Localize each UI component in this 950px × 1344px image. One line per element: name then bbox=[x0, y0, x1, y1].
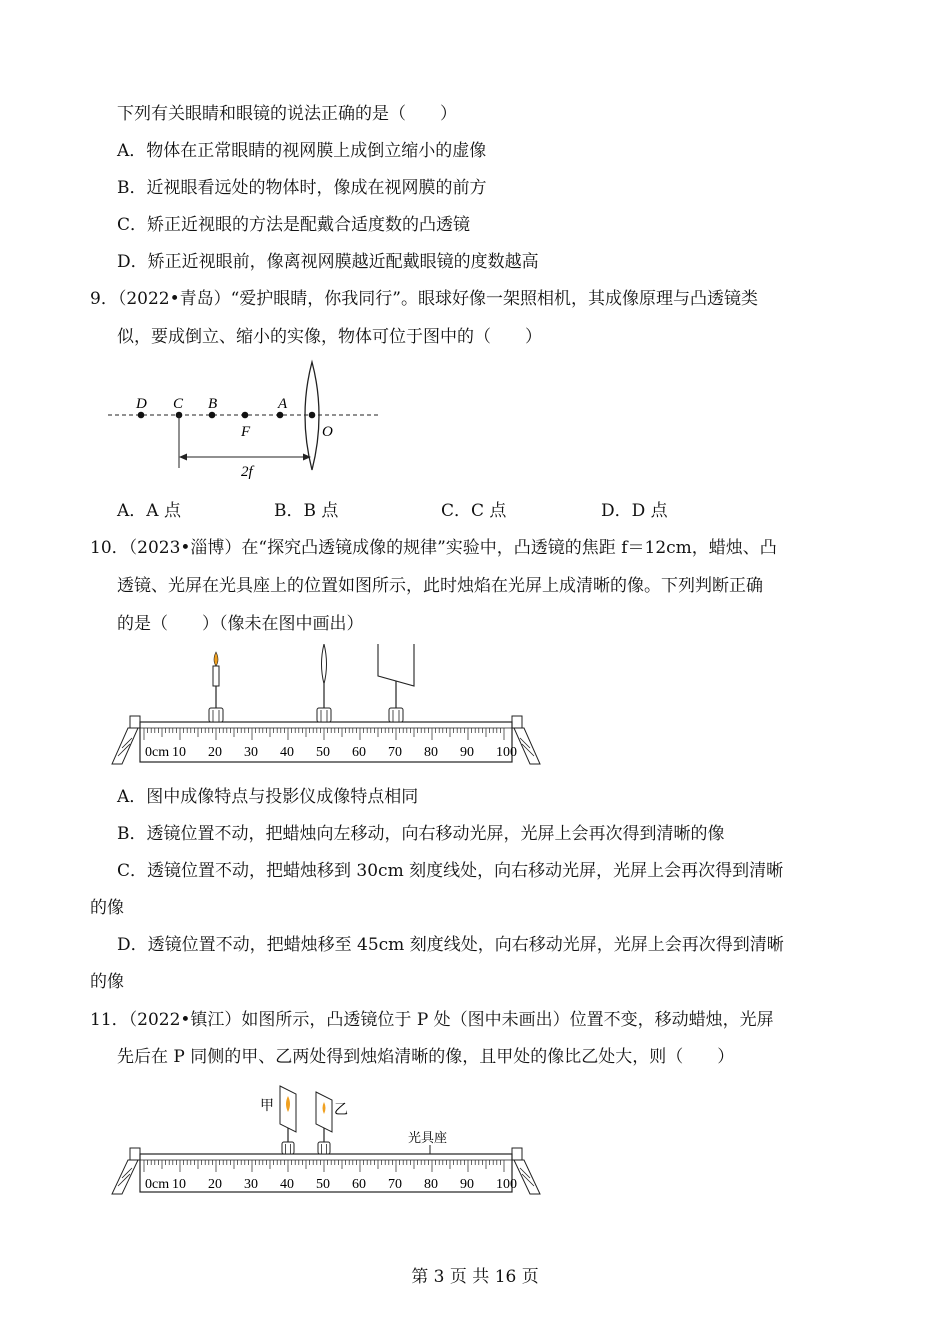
screen-board bbox=[378, 644, 414, 686]
scale-label: 40 bbox=[280, 745, 294, 760]
q9-stem-line1: 9．（2022•青岛）“爱护眼睛，你我同行”。眼球好像一架照相机，其成像原理与凸透镜类 bbox=[90, 289, 758, 309]
screen-yi bbox=[316, 1092, 348, 1154]
candle-body bbox=[213, 666, 219, 686]
q11-stem-line1: 11．（2022•镇江）如图所示，凸透镜位于 P 处（图中未画出）位置不变，移动蜡烛，光屏 bbox=[90, 1010, 774, 1030]
point-f bbox=[242, 412, 249, 419]
scale-label: 10 bbox=[172, 745, 186, 760]
scale-label: 50 bbox=[316, 745, 330, 760]
scale-label: 10 bbox=[172, 1177, 186, 1192]
point-o bbox=[309, 412, 316, 419]
lens bbox=[322, 644, 327, 684]
light-screen bbox=[378, 644, 414, 722]
q10-option-b: B．透镜位置不动，把蜡烛向左移动，向右移动光屏，光屏上会再次得到清晰的像 bbox=[117, 824, 725, 844]
scale-label: 100 bbox=[496, 1177, 517, 1192]
q10-option-d-line2: 的像 bbox=[90, 972, 124, 992]
page-footer: 第 3 页 共 16 页 bbox=[411, 1267, 539, 1287]
bench-leg-left bbox=[112, 716, 140, 764]
q10-stem-line1: 10．（2023•淄博）在“探究凸透镜成像的规律”实验中，凸透镜的焦距 f＝12cm，蜡烛、凸 bbox=[90, 538, 777, 558]
q11-optical-bench bbox=[108, 1080, 548, 1198]
scale-label: 30 bbox=[244, 1177, 258, 1192]
scale-label: 80 bbox=[424, 745, 438, 760]
q8-option-a: A．物体在正常眼睛的视网膜上成倒立缩小的虚像 bbox=[117, 141, 487, 161]
q9-option-a: A．A 点 bbox=[117, 501, 181, 521]
label-yi: 乙 bbox=[334, 1103, 348, 1118]
dim-arrow-left bbox=[179, 454, 187, 461]
label-a: A bbox=[278, 396, 288, 412]
scale-label: 70 bbox=[388, 1177, 402, 1192]
label-c: C bbox=[173, 396, 184, 412]
point-a bbox=[277, 412, 284, 419]
q10-stem-line3: 的是（ ）（像未在图中画出） bbox=[117, 614, 364, 634]
screen-jia bbox=[260, 1086, 296, 1154]
scale-label: 100 bbox=[496, 745, 517, 760]
scale-label: 30 bbox=[244, 745, 258, 760]
label-o: O bbox=[322, 424, 333, 440]
point-b bbox=[209, 412, 216, 419]
q11-stem-line2: 先后在 P 同侧的甲、乙两处得到烛焰清晰的像，且甲处的像比乙处大，则（ ） bbox=[117, 1047, 735, 1067]
label-b: B bbox=[208, 396, 218, 412]
point-d bbox=[138, 412, 145, 419]
scale-label: 60 bbox=[352, 745, 366, 760]
label-2f: 2f bbox=[241, 464, 253, 480]
scale-label: 80 bbox=[424, 1177, 438, 1192]
scale-label: 70 bbox=[388, 745, 402, 760]
scale-label: 90 bbox=[460, 1177, 474, 1192]
q10-option-c-line2: 的像 bbox=[90, 898, 124, 918]
bench-leg-left bbox=[112, 1148, 140, 1194]
q9-stem-line2: 似，要成倒立、缩小的实像，物体可位于图中的（ ） bbox=[117, 327, 542, 347]
lens-holder bbox=[317, 644, 331, 722]
scale-label: 40 bbox=[280, 1177, 294, 1192]
q8-option-b: B．近视眼看远处的物体时，像成在视网膜的前方 bbox=[117, 178, 487, 198]
label-jia: 甲 bbox=[260, 1099, 274, 1114]
q8-stem: 下列有关眼睛和眼镜的说法正确的是（ ） bbox=[117, 104, 457, 124]
q10-option-d-line1: D．透镜位置不动，把蜡烛移至 45cm 刻度线处，向右移动光屏，光屏上会再次得到清晰 bbox=[117, 935, 784, 955]
q9-option-b: B．B 点 bbox=[274, 501, 339, 521]
label-f: F bbox=[241, 424, 251, 440]
q10-option-c-line1: C．透镜位置不动，把蜡烛移到 30cm 刻度线处，向右移动光屏，光屏上会再次得到清晰 bbox=[117, 861, 784, 881]
q9-option-c: C．C 点 bbox=[441, 501, 507, 521]
q8-option-c: C．矫正近视眼的方法是配戴合适度数的凸透镜 bbox=[117, 215, 471, 235]
q9-option-d: D．D 点 bbox=[601, 501, 668, 521]
scale-label: 20 bbox=[208, 745, 222, 760]
scale-label: 60 bbox=[352, 1177, 366, 1192]
q10-stem-line2: 透镜、光屏在光具座上的位置如图所示，此时烛焰在光屏上成清晰的像。下列判断正确 bbox=[117, 576, 763, 596]
scale-label: 90 bbox=[460, 745, 474, 760]
q9-lens-diagram bbox=[108, 358, 398, 488]
candle-flame bbox=[214, 652, 218, 666]
label-d: D bbox=[136, 396, 147, 412]
scale-label: 0cm bbox=[145, 745, 170, 760]
q10-option-a: A．图中成像特点与投影仪成像特点相同 bbox=[117, 787, 419, 807]
scale-label: 50 bbox=[316, 1177, 330, 1192]
scale-label: 0cm bbox=[145, 1177, 170, 1192]
candle bbox=[209, 652, 223, 722]
scale-label: 20 bbox=[208, 1177, 222, 1192]
q8-option-d: D．矫正近视眼前，像离视网膜越近配戴眼镜的度数越高 bbox=[117, 252, 539, 272]
q10-optical-bench bbox=[108, 644, 548, 769]
bench-label: 光具座 bbox=[408, 1130, 448, 1145]
